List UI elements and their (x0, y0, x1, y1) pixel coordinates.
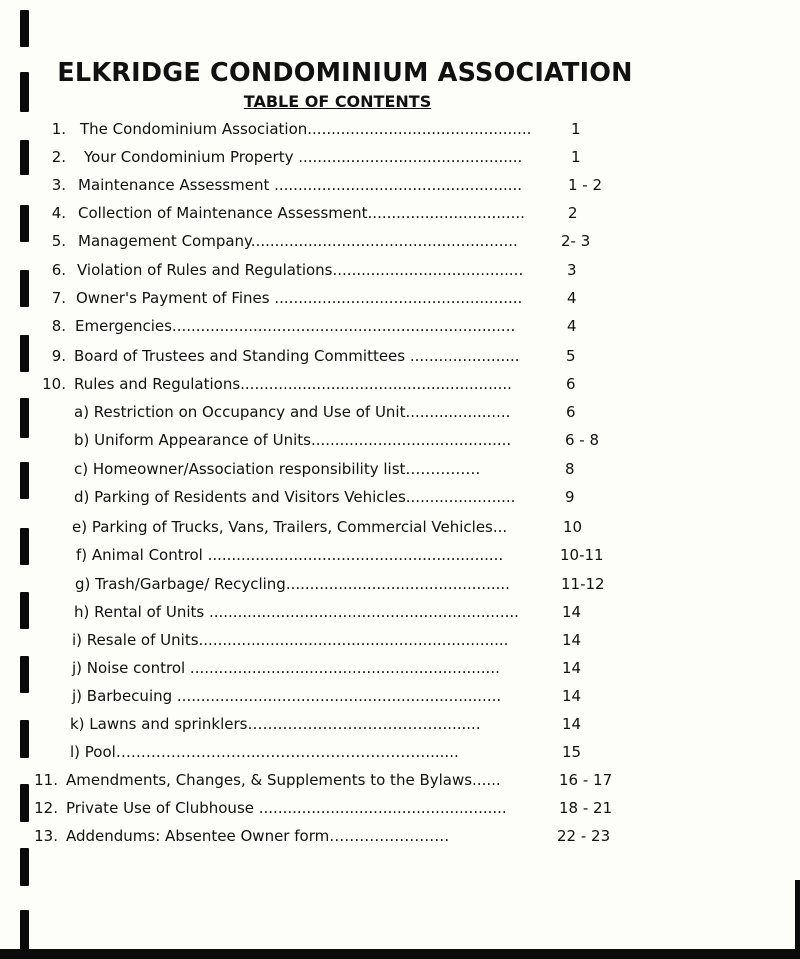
toc-entry (0, 488, 800, 508)
toc-entry-page: 14 (562, 631, 582, 649)
toc-entry-number: 12. (34, 799, 58, 817)
toc-entry-title: b) Uniform Appearance of Units.......................................... (74, 431, 512, 449)
toc-entry (0, 518, 800, 538)
toc-entry-page: 14 (562, 687, 582, 705)
toc-entry (0, 261, 800, 281)
toc-entry-title: Management Company........................................................ (78, 232, 518, 250)
scan-edge-right (795, 880, 800, 959)
toc-entry-title: e) Parking of Trucks, Vans, Trailers, Commercial Vehicles... (72, 518, 508, 536)
toc-entry-page: 2- 3 (561, 232, 591, 250)
toc-entry-title: Collection of Maintenance Assessment................................. (78, 204, 525, 222)
toc-entry-page: 2 (568, 204, 578, 222)
toc-entry-title: Owner's Payment of Fines .................................................... (76, 289, 523, 307)
toc-entry (0, 460, 800, 480)
toc-entry-number: 5. (51, 232, 66, 250)
toc-entry (0, 799, 800, 819)
toc-entry-number: 10. (42, 375, 66, 393)
toc-entry-number: 6. (51, 261, 66, 279)
toc-entry-title: Your Condominium Property ............................................... (84, 148, 523, 166)
toc-entry (0, 176, 800, 196)
scan-edge-bottom (0, 949, 800, 959)
toc-entry-title: k) Lawns and sprinklers…………………………………........ (70, 715, 481, 733)
toc-entry (0, 403, 800, 423)
toc-entry-page: 4 (567, 317, 577, 335)
toc-entry-title: j) Barbecuing .................................................................... (72, 687, 502, 705)
toc-entry-number: 9. (51, 347, 66, 365)
toc-entry-page: 1 - 2 (568, 176, 603, 194)
toc-entry-title: j) Noise control ................................................................. (72, 659, 500, 677)
binder-hole-mark (20, 910, 29, 950)
toc-entry-number: 7. (51, 289, 66, 307)
toc-entry-title: i) Resale of Units................................................................. (72, 631, 509, 649)
toc-entry-title: Amendments, Changes, & Supplements to the Bylaws...... (66, 771, 501, 789)
toc-entry-page: 16 - 17 (559, 771, 613, 789)
toc-entry (0, 827, 800, 847)
toc-entry (0, 431, 800, 451)
toc-entry-title: d) Parking of Residents and Visitors Vehicles....................... (74, 488, 516, 506)
toc-entry-page: 22 - 23 (557, 827, 611, 845)
toc-entry-number: 11. (34, 771, 58, 789)
toc-entry-title: Board of Trustees and Standing Committees ....................... (74, 347, 520, 365)
toc-entry (0, 603, 800, 623)
toc-entry-title: c) Homeowner/Association responsibility list…………… (74, 460, 481, 478)
toc-entry-page: 1 (571, 148, 581, 166)
toc-entry-page: 11-12 (561, 575, 605, 593)
toc-entry-page: 4 (567, 289, 577, 307)
toc-entry-page: 14 (562, 715, 582, 733)
toc-entry-page: 6 (566, 403, 576, 421)
toc-entry-number: 8. (51, 317, 66, 335)
toc-entry (0, 317, 800, 337)
toc-entry (0, 743, 800, 763)
toc-entry-title: l) Pool………………………..……………………………....... (70, 743, 459, 761)
toc-entry-page: 3 (567, 261, 577, 279)
toc-entry-title: Emergencies........................................................................ (75, 317, 516, 335)
toc-entry (0, 232, 800, 252)
toc-entry-title: Rules and Regulations......................................................... (74, 375, 512, 393)
toc-entry-number: 1. (51, 120, 66, 138)
toc-entry-title: Private Use of Clubhouse .................................................... (66, 799, 507, 817)
toc-entry-number: 4. (51, 204, 66, 222)
toc-entry-page: 10-11 (560, 546, 604, 564)
toc-entry-page: 6 (566, 375, 576, 393)
toc-entry (0, 120, 800, 140)
toc-entry (0, 715, 800, 735)
toc-entry (0, 347, 800, 367)
toc-entry-title: a) Restriction on Occupancy and Use of Unit...................... (74, 403, 511, 421)
document-subtitle: TABLE OF CONTENTS (243, 92, 432, 111)
toc-entry-page: 14 (562, 659, 582, 677)
binder-hole-mark (20, 10, 29, 47)
toc-entry (0, 771, 800, 791)
toc-entry-page: 10 (563, 518, 583, 536)
toc-entry-page: 1 (571, 120, 581, 138)
toc-entry-title: Addendums: Absentee Owner form…………………… (66, 827, 450, 845)
toc-entry (0, 687, 800, 707)
toc-entry-number: 3. (51, 176, 66, 194)
toc-entry-page: 6 - 8 (565, 431, 600, 449)
toc-entry-title: h) Rental of Units ................................................................. (74, 603, 519, 621)
toc-entry-page: 5 (566, 347, 576, 365)
toc-entry (0, 375, 800, 395)
toc-entry-title: The Condominium Association............................................... (80, 120, 532, 138)
toc-entry (0, 575, 800, 595)
toc-entry-title: f) Animal Control .............................................................. (76, 546, 504, 564)
toc-entry-title: g) Trash/Garbage/ Recycling............................................... (75, 575, 510, 593)
toc-entry-page: 9 (565, 488, 575, 506)
toc-entry (0, 659, 800, 679)
toc-entry (0, 204, 800, 224)
toc-entry-page: 18 - 21 (559, 799, 613, 817)
binder-hole-mark (20, 848, 29, 886)
toc-entry-title: Maintenance Assessment .................................................... (78, 176, 523, 194)
toc-entry-page: 15 (562, 743, 582, 761)
toc-entry (0, 148, 800, 168)
toc-entry-title: Violation of Rules and Regulations........................................ (77, 261, 524, 279)
toc-entry (0, 289, 800, 309)
toc-entry-page: 8 (565, 460, 575, 478)
toc-entry-number: 2. (51, 148, 66, 166)
toc-entry (0, 546, 800, 566)
document-title: ELKRIDGE CONDOMINIUM ASSOCIATION (57, 58, 633, 88)
toc-entry-number: 13. (34, 827, 58, 845)
toc-entry (0, 631, 800, 651)
toc-entry-page: 14 (562, 603, 582, 621)
